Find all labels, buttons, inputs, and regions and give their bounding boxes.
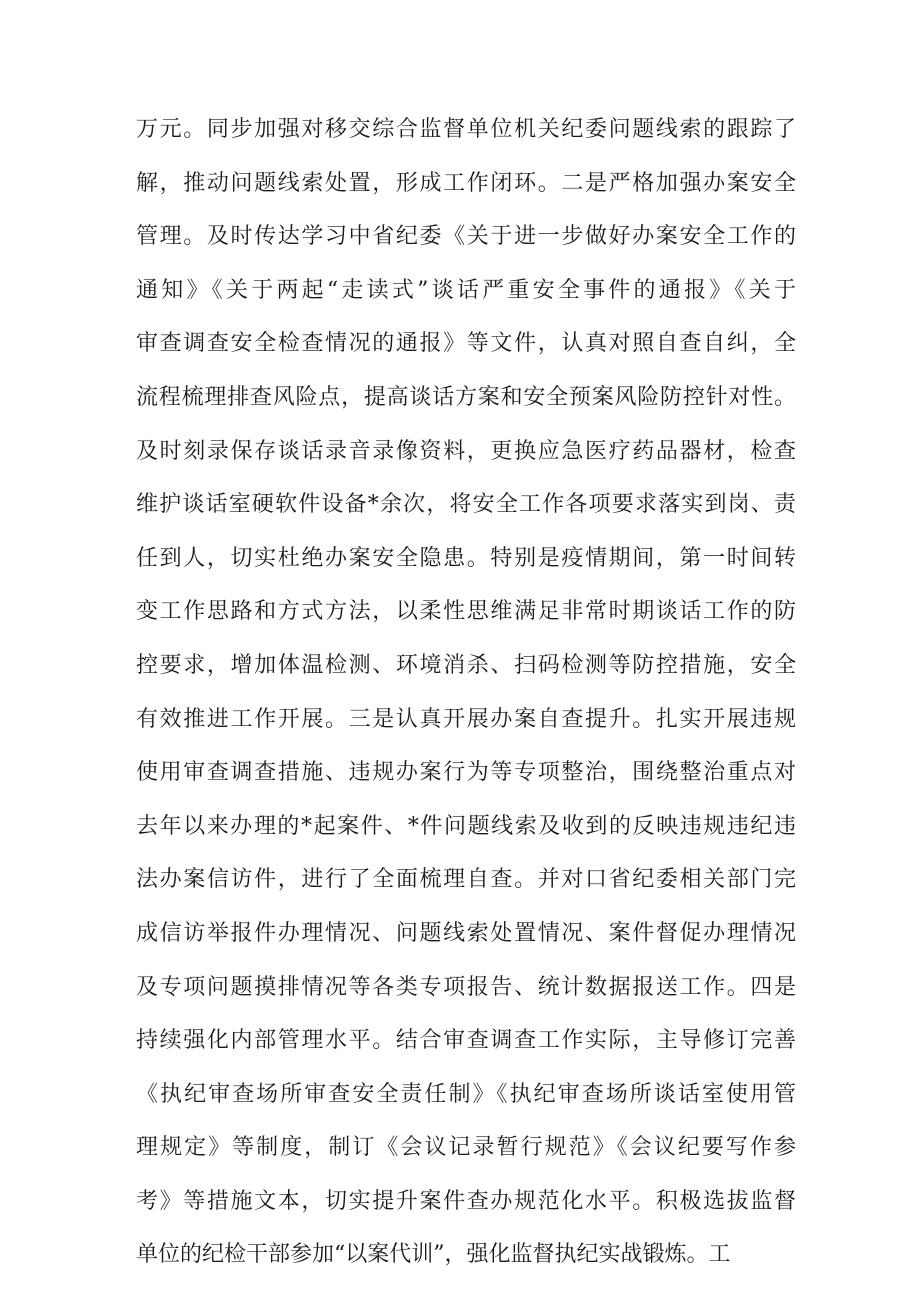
body-paragraph	[136, 103, 796, 1282]
text-line: 成信访举报件办理情况、问题线索处置情况、案件督促办理情况	[136, 920, 796, 946]
text-line: 有效推进工作开展。三是认真开展办案自查提升。扎实开展违规	[136, 706, 796, 732]
text-line: 及时刻录保存谈话录音录像资料，更换应急医疗药品器材，检查	[136, 438, 796, 464]
text-line: 《执纪审查场所审查安全责任制》《执纪审查场所谈话室使用管	[136, 1081, 796, 1107]
text-line: 万元。同步加强对移交综合监督单位机关纪委问题线索的跟踪了	[136, 117, 796, 142]
text-line: 任到人，切实杜绝办案安全隐患。特别是疫情期间，第一时间转	[136, 545, 796, 571]
text-line: 控要求，增加体温检测、环境消杀、扫码检测等防控措施，安全	[136, 652, 796, 678]
text-line: 审查调查安全检查情况的通报》等文件，认真对照自查自纠，全	[136, 331, 796, 357]
text-line: 流程梳理排查风险点，提高谈话方案和安全预案风险防控针对性。	[136, 384, 796, 410]
text-line: 使用审查调查措施、违规办案行为等专项整治，围绕整治重点对	[136, 760, 796, 786]
text-line: 通知》《关于两起“走读式”谈话严重安全事件的通报》《关于	[136, 277, 796, 303]
text-line: 及专项问题摸排情况等各类专项报告、统计数据报送工作。四是	[136, 974, 796, 1000]
text-line: 变工作思路和方式方法，以柔性思维满足非常时期谈话工作的防	[136, 599, 796, 625]
text-line: 管理。及时传达学习中省纪委《关于进一步做好办案安全工作的	[136, 224, 796, 250]
text-line: 解，推动问题线索处置，形成工作闭环。二是严格加强办案安全	[136, 170, 796, 196]
text-line: 去年以来办理的*起案件、*件问题线索及收到的反映违规违纪违	[136, 813, 796, 839]
text-line: 持续强化内部管理水平。结合审查调查工作实际，主导修订完善	[136, 1028, 796, 1054]
text-line: 理规定》等制度，制订《会议记录暂行规范》《会议纪要写作参	[136, 1135, 796, 1161]
text-line: 考》等措施文本，切实提升案件查办规范化水平。积极选拔监督	[136, 1188, 796, 1214]
text-line: 法办案信访件，进行了全面梳理自查。并对口省纪委相关部门完	[136, 867, 796, 893]
text-line: 维护谈话室硬软件设备*余次，将安全工作各项要求落实到岗、责	[136, 492, 796, 518]
text-line: 单位的纪检干部参加“以案代训”，强化监督执纪实战锻炼。工	[136, 1242, 731, 1268]
